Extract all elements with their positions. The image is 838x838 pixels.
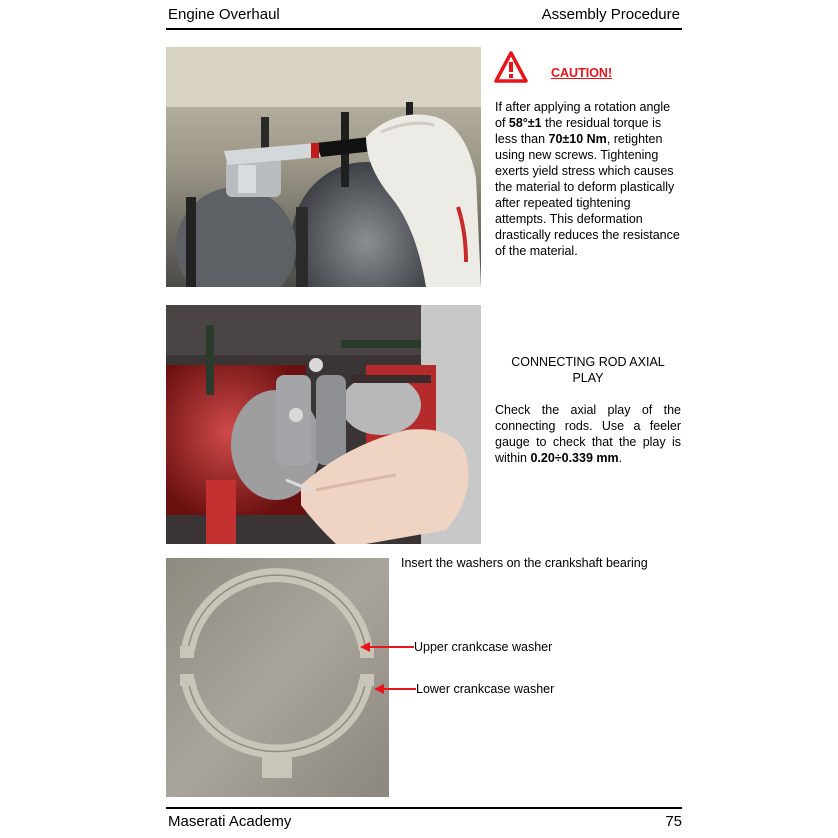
callout-arrows <box>340 630 420 705</box>
axial-play-range: 0.20÷0.339 mm <box>530 451 619 465</box>
rotation-angle-value: 58°±1 <box>508 116 542 130</box>
upper-washer-label: Upper crankcase washer <box>414 640 553 654</box>
warning-triangle-icon <box>494 51 528 83</box>
photo-torque-wrench <box>166 47 481 287</box>
footer-brand: Maserati Academy <box>168 813 292 830</box>
axial-play-text: Check the axial play of the connecting rods. Use a feeler gauge to check that the play is within 0.20÷0.339 mm. <box>495 403 681 465</box>
residual-torque-value: 70±10 Nm <box>548 132 607 146</box>
header-title: Engine Overhaul <box>168 6 280 23</box>
section-title: CONNECTING ROD AXIAL PLAY <box>511 355 665 385</box>
page-number: 75 <box>665 813 682 830</box>
caution-title: CAUTION! <box>551 66 613 80</box>
header-rule <box>166 28 682 30</box>
caution-text: If after applying a rotation angle of 58°±1 the residual torque is less than 70±10 Nm, retighten using new screws. Tightening exerts yield stress which causes the material to deform plastically after repeated tightening attempts. This deformation drastically reduces the resistance of the material. <box>495 100 680 258</box>
photo-feeler-gauge <box>166 305 481 544</box>
washer-instruction: Insert the washers on the crankshaft bearing <box>401 556 648 570</box>
header-section: Assembly Procedure <box>541 6 680 23</box>
footer-rule <box>166 807 682 809</box>
lower-washer-label: Lower crankcase washer <box>416 682 555 696</box>
